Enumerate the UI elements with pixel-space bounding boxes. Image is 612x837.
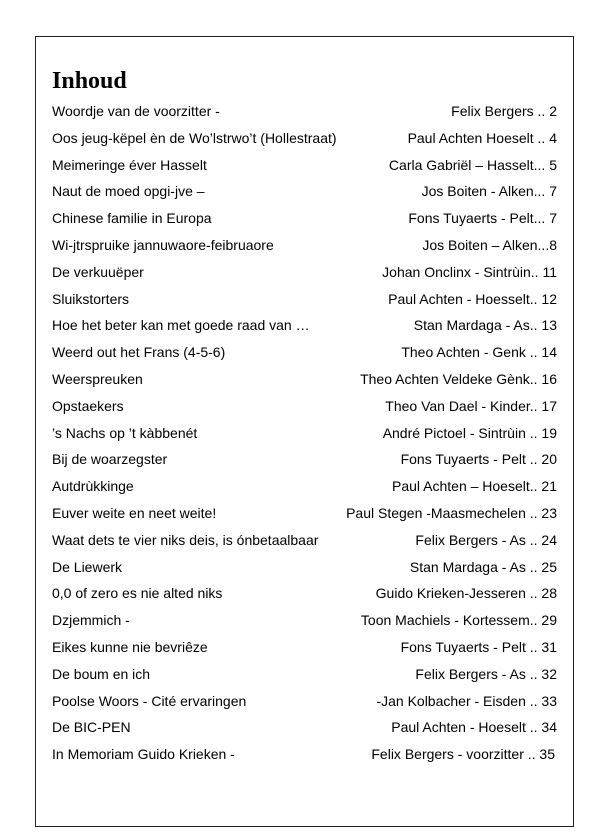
toc-entry <box>52 554 557 581</box>
toc-entry-author-page: Paul Stegen -Maasmechelen .. 23 <box>346 504 557 521</box>
toc-entry-author-page: Felix Bergers - voorzitter .. 35 <box>371 746 555 763</box>
toc-entry-title: De boum en ich <box>52 665 151 682</box>
toc-entry <box>52 688 557 715</box>
toc-entry-title: In Memoriam Guido Krieken - <box>52 746 235 763</box>
toc-entry-author-page: Jos Boiten - Alken... 7 <box>421 183 557 200</box>
toc-entry <box>52 98 557 125</box>
toc-entry-author-page: Fons Tuyaerts - Pelt... 7 <box>408 210 557 227</box>
toc-entry-author-page: Felix Bergers .. 2 <box>451 103 557 119</box>
toc-entry-title: Waat dets te vier niks deis, is ónbetaalbaar <box>52 531 319 548</box>
toc-entry-title: Autdrùkkinge <box>52 478 134 495</box>
toc-entry <box>52 366 557 393</box>
toc-entry-title: 0,0 of zero es nie alted niks <box>52 585 223 602</box>
toc-entry-author-page: Paul Achten - Hoeselt .. 34 <box>391 719 557 736</box>
toc-entry-title: Wi-jtrspruike jannuwaore-feibruaore <box>52 236 274 253</box>
toc-entry-title: Oos jeug-këpel èn de Wo’lstrwo’t (Hollestraat) <box>52 129 337 146</box>
toc-entry-author-page: André Pictoel - Sintrùin .. 19 <box>382 424 557 441</box>
toc-entry <box>52 500 557 527</box>
toc-entry-title: Naut de moed opgi-jve – <box>52 183 205 200</box>
toc-entry-author-page: Felix Bergers - As .. 24 <box>415 531 557 548</box>
toc-entry <box>52 205 557 232</box>
toc-entry-title: Euver weite en neet weite! <box>52 504 217 521</box>
toc-entry <box>52 634 557 661</box>
toc-entry <box>52 446 557 473</box>
toc-entry-title: Meimeringe éver Hasselt <box>52 156 207 173</box>
toc-entry-author-page: Johan Onclinx - Sintrùin.. 11 <box>382 263 557 280</box>
toc-entry-author-page: Carla Gabriël – Hasselt... 5 <box>388 156 557 173</box>
document-page <box>35 36 574 827</box>
toc-entry-title: Poolse Woors - Cité ervaringen <box>52 692 247 709</box>
toc-entry-author-page: Theo Achten - Genk .. 14 <box>401 344 557 361</box>
toc-entry <box>52 232 557 259</box>
table-of-contents <box>52 98 557 768</box>
toc-entry-author-page: Paul Achten – Hoeselt.. 21 <box>392 478 557 495</box>
toc-entry <box>52 580 557 607</box>
toc-entry <box>52 339 557 366</box>
page-title: Inhoud <box>52 68 127 94</box>
toc-entry-author-page: Theo Achten Veldeke Gènk.. 16 <box>360 370 557 387</box>
toc-entry-title: Sluikstorters <box>52 290 130 307</box>
toc-entry-author-page: Guido Krieken-Jesseren .. 28 <box>375 585 557 602</box>
toc-entry <box>52 741 557 768</box>
toc-entry-author-page: Fons Tuyaerts - Pelt .. 20 <box>400 451 557 468</box>
toc-entry-author-page: -Jan Kolbacher - Eisden .. 33 <box>376 692 557 709</box>
toc-entry <box>52 259 557 286</box>
toc-entry-title: De Liewerk <box>52 558 123 575</box>
toc-entry-title: Bij de woarzegster <box>52 451 168 468</box>
toc-entry <box>52 125 557 152</box>
toc-entry <box>52 714 557 741</box>
toc-entry-title: Woordje van de voorzitter - <box>52 103 220 119</box>
toc-entry-title: De BIC-PEN <box>52 719 131 736</box>
toc-entry-author-page: Jos Boiten – Alken...8 <box>422 236 557 253</box>
toc-entry-author-page: Paul Achten Hoeselt .. 4 <box>407 129 557 146</box>
toc-entry-author-page: Stan Mardaga - As .. 25 <box>409 558 557 575</box>
toc-entry <box>52 152 557 179</box>
toc-entry <box>52 286 557 313</box>
toc-entry <box>52 312 557 339</box>
toc-entry-author-page: Felix Bergers - As .. 32 <box>415 665 557 682</box>
toc-entry-title: Opstaekers <box>52 397 124 414</box>
toc-entry <box>52 527 557 554</box>
toc-entry <box>52 420 557 447</box>
toc-entry-title: Weerspreuken <box>52 370 143 387</box>
toc-entry-title: De verkuuëper <box>52 263 144 280</box>
toc-entry-title: Chinese familie in Europa <box>52 210 212 227</box>
toc-entry-author-page: Fons Tuyaerts - Pelt .. 31 <box>400 638 557 655</box>
toc-entry-title: Eikes kunne nie bevriêze <box>52 638 208 655</box>
toc-entry-title: ’s Nachs op ’t kàbbenét <box>52 424 198 441</box>
toc-entry <box>52 473 557 500</box>
toc-entry-author-page: Stan Mardaga - As.. 13 <box>413 317 557 334</box>
toc-entry-title: Hoe het beter kan met goede raad van … <box>52 317 310 334</box>
toc-entry <box>52 607 557 634</box>
toc-entry-author-page: Theo Van Dael - Kinder.. 17 <box>385 397 557 414</box>
toc-entry-title: Weerd out het Frans (4-5-6) <box>52 344 226 361</box>
toc-entry <box>52 178 557 205</box>
toc-entry-author-page: Paul Achten - Hoesselt.. 12 <box>388 290 557 307</box>
toc-entry-author-page: Toon Machiels - Kortessem.. 29 <box>360 612 557 629</box>
toc-entry <box>52 393 557 420</box>
toc-entry-title: Dzjemmich - <box>52 612 130 629</box>
toc-entry <box>52 661 557 688</box>
